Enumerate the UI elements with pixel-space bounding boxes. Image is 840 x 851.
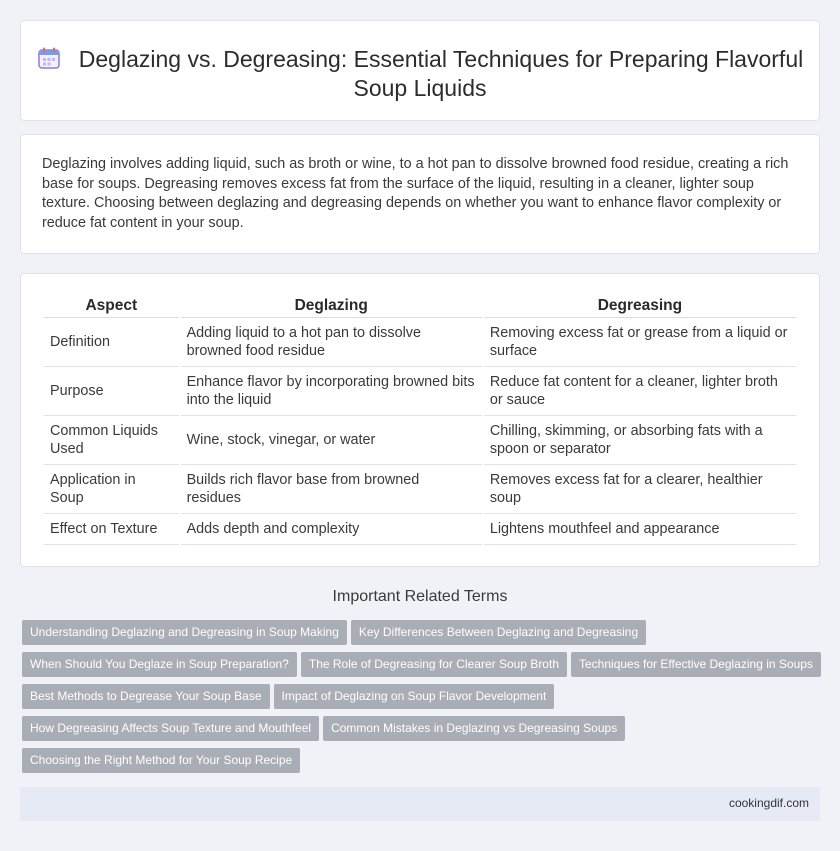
table-cell: Effect on Texture bbox=[44, 514, 179, 545]
calendar-icon bbox=[37, 46, 61, 70]
related-term-tag[interactable]: The Role of Degreasing for Clearer Soup Broth bbox=[301, 652, 567, 677]
related-term-tag[interactable]: When Should You Deglaze in Soup Preparation? bbox=[22, 652, 297, 677]
table-row bbox=[44, 416, 796, 465]
table-cell: Chilling, skimming, or absorbing fats with a spoon or separator bbox=[484, 416, 796, 465]
related-term-tag[interactable]: Understanding Deglazing and Degreasing in Soup Making bbox=[22, 620, 347, 645]
header-card bbox=[20, 20, 820, 121]
header-aspect: Aspect bbox=[44, 294, 179, 318]
table-row bbox=[44, 514, 796, 545]
comparison-card bbox=[20, 273, 820, 567]
related-term-tag[interactable]: Best Methods to Degrease Your Soup Base bbox=[22, 684, 270, 709]
table-cell: Purpose bbox=[44, 367, 179, 416]
table-cell: Reduce fat content for a cleaner, lighter broth or sauce bbox=[484, 367, 796, 416]
table-cell: Lightens mouthfeel and appearance bbox=[484, 514, 796, 545]
table-row bbox=[44, 318, 796, 367]
related-terms-title: Important Related Terms bbox=[332, 588, 508, 605]
table-cell: Removing excess fat or grease from a liquid or surface bbox=[484, 318, 796, 367]
page-header bbox=[21, 45, 819, 103]
table-cell: Adds depth and complexity bbox=[181, 514, 482, 545]
table-cell: Definition bbox=[44, 318, 179, 367]
table-cell: Builds rich flavor base from browned residues bbox=[181, 465, 482, 514]
related-term-tag[interactable]: Key Differences Between Deglazing and Degreasing bbox=[351, 620, 646, 645]
intro-card bbox=[20, 134, 820, 254]
table-cell: Wine, stock, vinegar, or water bbox=[181, 416, 482, 465]
footer-site-link[interactable]: cookingdif.com bbox=[728, 796, 809, 810]
table-cell: Adding liquid to a hot pan to dissolve browned food residue bbox=[181, 318, 482, 367]
related-term-tag[interactable]: How Degreasing Affects Soup Texture and Mouthfeel bbox=[22, 716, 319, 741]
intro-paragraph: Deglazing involves adding liquid, such as broth or wine, to a hot pan to dissolve browned food residue, creating a rich base for soups. Degreasing removes excess fat from the surface of the liquid, resulting in a cleaner, lighter soup texture. Choosing between deglazing and degreasing depends on whether you want to enhance flavor complexity or reduce fat content in your soup. bbox=[42, 156, 789, 231]
related-term-tag[interactable]: Choosing the Right Method for Your Soup Recipe bbox=[22, 748, 300, 773]
table-cell: Removes excess fat for a clearer, healthier soup bbox=[484, 465, 796, 514]
footer bbox=[20, 787, 820, 821]
table-cell: Common Liquids Used bbox=[44, 416, 179, 465]
comparison-table bbox=[42, 294, 798, 545]
header-deglazing: Deglazing bbox=[181, 294, 482, 318]
related-term-tag[interactable]: Common Mistakes in Deglazing vs Degreasing Soups bbox=[323, 716, 625, 741]
related-term-tag[interactable]: Impact of Deglazing on Soup Flavor Development bbox=[274, 684, 555, 709]
related-terms-list bbox=[22, 620, 822, 780]
table-row bbox=[44, 465, 796, 514]
table-header-row bbox=[44, 294, 796, 318]
page-title: Deglazing vs. Degreasing: Essential Techniques for Preparing Flavorful Soup Liquids bbox=[78, 46, 804, 101]
header-degreasing: Degreasing bbox=[484, 294, 796, 318]
related-term-tag[interactable]: Techniques for Effective Deglazing in Soups bbox=[571, 652, 821, 677]
table-row bbox=[44, 367, 796, 416]
table-cell: Application in Soup bbox=[44, 465, 179, 514]
table-cell: Enhance flavor by incorporating browned bits into the liquid bbox=[181, 367, 482, 416]
